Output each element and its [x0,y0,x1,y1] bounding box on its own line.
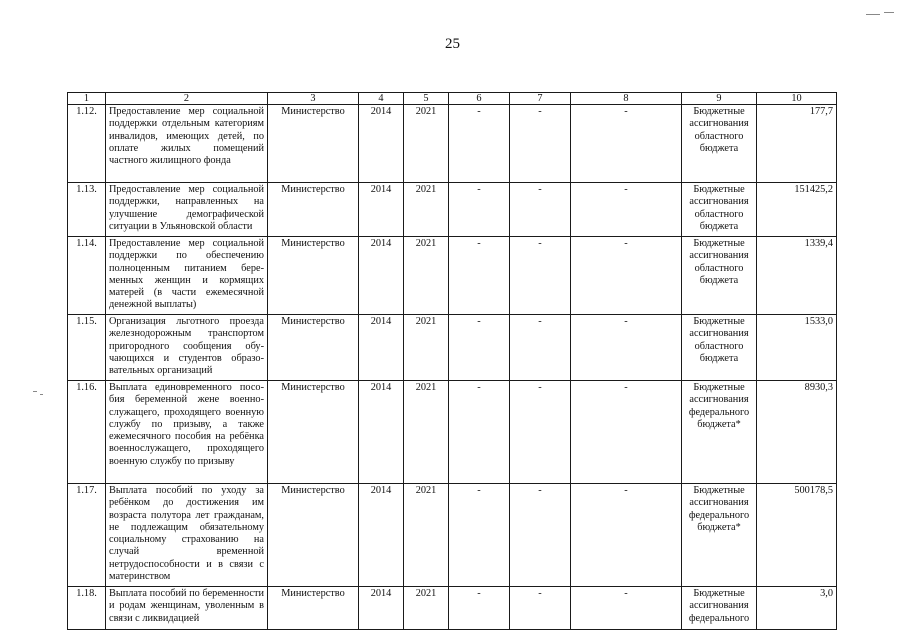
column-6-value: - [449,484,510,587]
column-header: 8 [571,93,682,105]
funding-amount: 8930,3 [757,381,837,484]
column-header: 5 [404,93,449,105]
start-year: 2014 [359,587,404,630]
end-year: 2021 [404,183,449,237]
measure-description: Организация льготного проезда железнодорожным транспортом пригородного сообщения обучающихся и студентов образовательных организаций [106,315,268,381]
row-number: 1.15. [68,315,106,381]
executor-cell: Министерство [268,484,359,587]
page-number: 25 [445,36,460,52]
column-6-value: - [449,105,510,183]
start-year: 2014 [359,315,404,381]
row-number: 1.17. [68,484,106,587]
start-year: 2014 [359,381,404,484]
end-year: 2021 [404,587,449,630]
table-row [68,105,837,183]
row-number: 1.14. [68,237,106,315]
start-year: 2014 [359,105,404,183]
funding-source: Бюджетные ассигнования федерального [682,587,757,630]
funding-source: Бюджетные ассигнования областного бюджета [682,315,757,381]
funding-source: Бюджетные ассигнования федерального бюджета* [682,381,757,484]
column-7-value: - [510,183,571,237]
start-year: 2014 [359,484,404,587]
end-year: 2021 [404,484,449,587]
column-6-value: - [449,237,510,315]
column-6-value: - [449,381,510,484]
column-header: 1 [68,93,106,105]
column-header: 6 [449,93,510,105]
funding-amount: 3,0 [757,587,837,630]
executor-cell: Министерство [268,315,359,381]
measure-description: Предоставление мер социальной поддержки по обеспечению полноценным питанием беременных женщин и кормящих матерей (в части ежемесячной денежной выплаты) [106,237,268,315]
end-year: 2021 [404,237,449,315]
column-8-value: - [571,484,682,587]
end-year: 2021 [404,381,449,484]
column-7-value: - [510,381,571,484]
row-number: 1.16. [68,381,106,484]
start-year: 2014 [359,183,404,237]
column-header: 2 [106,93,268,105]
column-7-value: - [510,587,571,630]
scan-speck [884,12,894,13]
column-7-value: - [510,105,571,183]
column-6-value: - [449,315,510,381]
executor-cell: Министерство [268,587,359,630]
column-8-value: - [571,105,682,183]
column-7-value: - [510,237,571,315]
column-header: 10 [757,93,837,105]
column-header: 9 [682,93,757,105]
funding-amount: 500178,5 [757,484,837,587]
funding-amount: 177,7 [757,105,837,183]
column-8-value: - [571,315,682,381]
column-header: 3 [268,93,359,105]
column-header: 7 [510,93,571,105]
row-number: 1.18. [68,587,106,630]
funding-amount: 1533,0 [757,315,837,381]
start-year: 2014 [359,237,404,315]
table-row [68,587,837,630]
table-row [68,484,837,587]
scan-speck [33,391,37,392]
end-year: 2021 [404,105,449,183]
column-8-value: - [571,183,682,237]
column-6-value: - [449,183,510,237]
column-8-value: - [571,237,682,315]
row-number: 1.13. [68,183,106,237]
funding-source: Бюджетные ассигнования областного бюджета [682,237,757,315]
scan-speck [40,394,43,395]
column-header: 4 [359,93,404,105]
funding-source: Бюджетные ассигнования федерального бюджета* [682,484,757,587]
measure-description: Выплата единовременного пособия беременной жене военнослужащего, проходящего военную службу по призыву, а также ежемесячного пособия на ребёнка военнослужащего, проходящего военную службу по призыву [106,381,268,484]
column-8-value: - [571,381,682,484]
executor-cell: Министерство [268,105,359,183]
funding-amount: 1339,4 [757,237,837,315]
table-header-row [68,93,837,105]
executor-cell: Министерство [268,381,359,484]
column-7-value: - [510,315,571,381]
end-year: 2021 [404,315,449,381]
table-row [68,381,837,484]
measure-description: Предоставление мер социальной поддержки, направленных на улучшение демографической ситуации в Ульяновской области [106,183,268,237]
column-8-value: - [571,587,682,630]
measure-description: Выплата пособий по беременности и родам женщинам, уволенным в связи с ликвидацией [106,587,268,630]
column-6-value: - [449,587,510,630]
column-7-value: - [510,484,571,587]
table-row [68,315,837,381]
funding-amount: 151425,2 [757,183,837,237]
table-row [68,183,837,237]
table-row [68,237,837,315]
executor-cell: Министерство [268,237,359,315]
measure-description: Выплата пособий по уходу за ребёнком до достижения им возраста полутора лет гражданам, не подлежащим обязательному социальному страхованию на случай временной нетрудоспособности и в связи с материнством [106,484,268,587]
measure-description: Предоставление мер социальной поддержки отдельным категориям инвалидов, имеющих детей, по оплате жилых помещений частного жилищного фонда [106,105,268,183]
funding-source: Бюджетные ассигнования областного бюджета [682,105,757,183]
scan-speck [866,14,880,15]
row-number: 1.12. [68,105,106,183]
executor-cell: Министерство [268,183,359,237]
funding-source: Бюджетные ассигнования областного бюджета [682,183,757,237]
program-measures-table [67,92,837,630]
